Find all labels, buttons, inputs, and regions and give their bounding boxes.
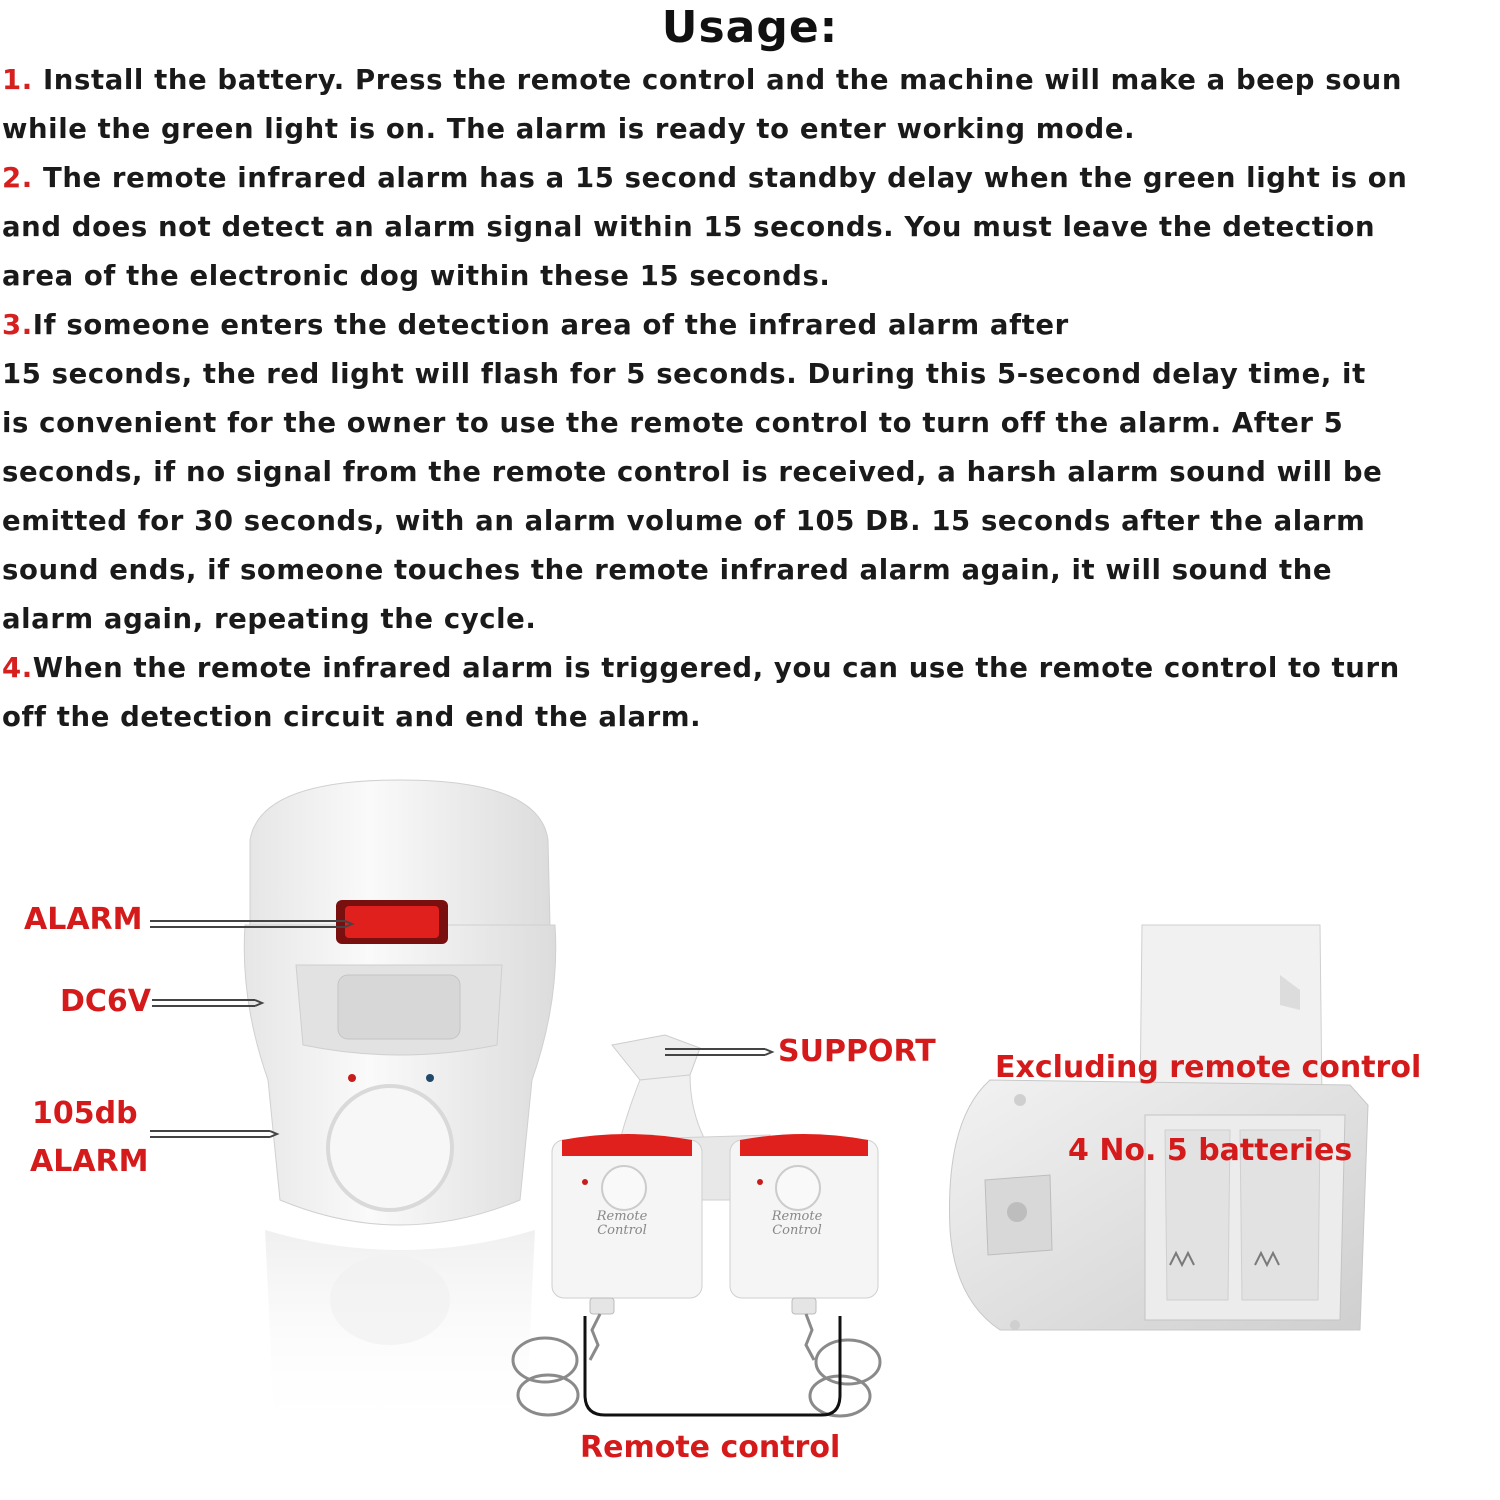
red-led xyxy=(348,1074,356,1082)
speaker-button xyxy=(328,1086,452,1210)
usage-title: Usage: xyxy=(661,2,839,53)
label-excluding-remote: Excluding remote control xyxy=(995,1050,1422,1085)
label-dc6v: DC6V xyxy=(60,984,152,1019)
remote-print-line2: Control xyxy=(772,1223,822,1238)
remote-print-line2: Control xyxy=(597,1223,647,1238)
remote-control-left xyxy=(552,1134,702,1314)
step-number: 3. xyxy=(2,309,33,341)
step-3-line-3: is convenient for the owner to use the remote control to turn off the alarm. After 5 xyxy=(2,407,1344,439)
remote-print-line1: Remote xyxy=(596,1209,648,1224)
label-105db: 105db xyxy=(32,1096,138,1131)
key-rings xyxy=(513,1314,880,1416)
remote-bracket-line xyxy=(585,1316,840,1415)
remote-control-right xyxy=(730,1134,878,1314)
step-3-line-1: 3.If someone enters the detection area of the infrared alarm after xyxy=(2,309,1069,341)
step-3-line-7: alarm again, repeating the cycle. xyxy=(2,603,537,635)
step-2-line-2: and does not detect an alarm signal within 15 seconds. You must leave the detection xyxy=(2,211,1376,243)
label-support: SUPPORT xyxy=(778,1034,936,1069)
step-3-line-2: 15 seconds, the red light will flash for 5 seconds. During this 5-second delay time, it xyxy=(2,358,1366,390)
label-batteries: 4 No. 5 batteries xyxy=(1068,1133,1353,1168)
battery-compartment-unit xyxy=(950,925,1369,1330)
alarm-unit xyxy=(244,780,556,1440)
105db-pointer xyxy=(150,1131,277,1137)
label-105db-alarm: ALARM xyxy=(30,1144,149,1179)
step-number: 1. xyxy=(2,64,33,96)
dc6v-pointer xyxy=(152,1000,262,1006)
step-3-line-5: emitted for 30 seconds, with an alarm volume of 105 DB. 15 seconds after the alarm xyxy=(2,505,1366,537)
blue-led xyxy=(426,1074,434,1082)
step-1-line-2: while the green light is on. The alarm is ready to enter working mode. xyxy=(2,113,1136,145)
step-2-line-1: 2. The remote infrared alarm has a 15 second standby delay when the green light is on xyxy=(2,162,1408,194)
label-remote-control: Remote control xyxy=(580,1430,841,1465)
remote-print-line1: Remote xyxy=(771,1209,823,1224)
step-4-line-1: 4.When the remote infrared alarm is triggered, you can use the remote control to turn xyxy=(2,652,1400,684)
pir-sensor xyxy=(338,975,460,1039)
step-4-line-2: off the detection circuit and end the alarm. xyxy=(2,701,702,733)
label-alarm: ALARM xyxy=(24,902,143,937)
step-number: 4. xyxy=(2,652,33,684)
step-2-line-3: area of the electronic dog within these 15 seconds. xyxy=(2,260,831,292)
step-number: 2. xyxy=(2,162,33,194)
step-3-line-6: sound ends, if someone touches the remote infrared alarm again, it will sound the xyxy=(2,554,1333,586)
step-1-line-1: 1. Install the battery. Press the remote control and the machine will make a beep soun xyxy=(2,64,1403,96)
step-3-line-4: seconds, if no signal from the remote control is received, a harsh alarm sound will be xyxy=(2,456,1383,488)
